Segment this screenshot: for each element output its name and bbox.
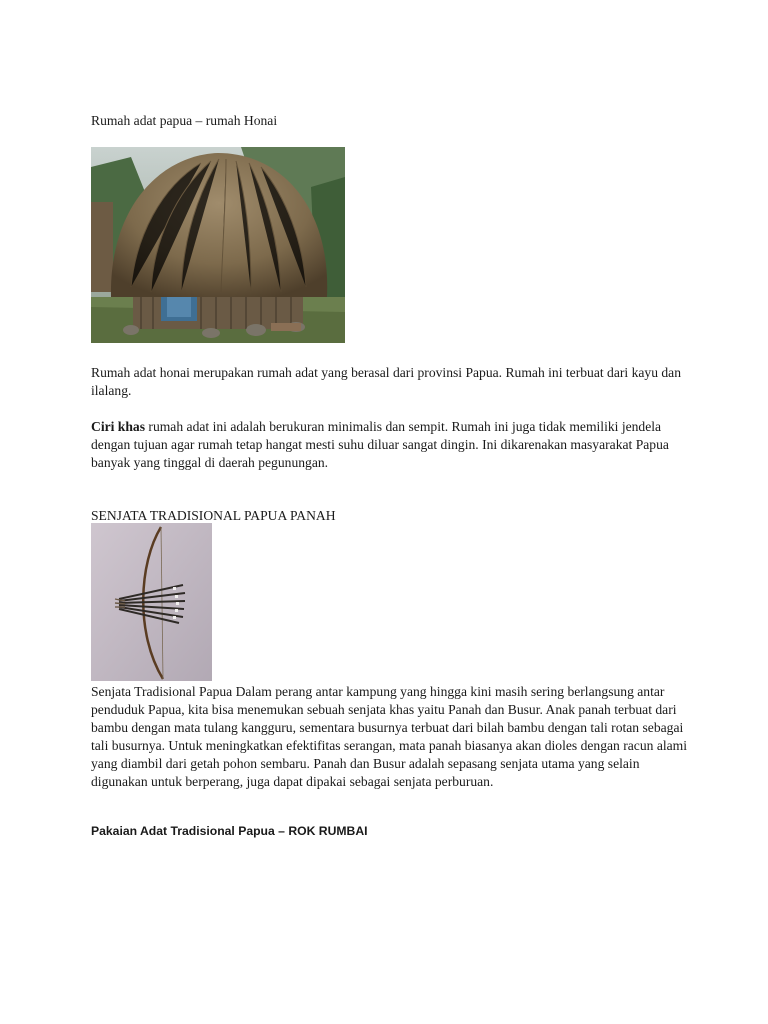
- ciri-khas-text: rumah adat ini adalah berukuran minimalis dan sempit. Rumah ini juga tidak memiliki jendela dengan tujuan agar rumah tetap hangat mesti suhu diluar sangat dingin. Ini dikarenakan masyarakat Papua banyak yang tinggal di daerah pegunungan.: [91, 419, 669, 470]
- honai-house-photo: [91, 147, 345, 343]
- ciri-khas-paragraph: [91, 418, 691, 472]
- senjata-description: Senjata Tradisional Papua Dalam perang antar kampung yang hingga kini masih sering berlangsung antar penduduk Papua, kita bisa menemukan sebuah senjata khas yaitu Panah dan Busur. Anak panah terbuat dari bambu dengan mata tulang kangguru, sementara busurnya terbuat dari bilah bambu dengan tali rotan sebagai tali busurnya. Untuk meningkatkan efektifitas serangan, mata panah biasanya akan dioles dengan racun alami yang diambil dari getah pohon sembaru. Panah dan Busur adalah sepasang senjata utama yang selain digunakan untuk berperang, juga dapat dipakai sebagai senjata perburuan.: [91, 684, 688, 789]
- ciri-khas-label: Ciri khas: [91, 419, 146, 434]
- heading-rumah-honai: Rumah adat papua – rumah Honai: [91, 113, 278, 128]
- honai-house-illustration: [91, 147, 345, 343]
- heading-pakaian-adat: Pakaian Adat Tradisional Papua – ROK RUMBAI: [91, 824, 368, 838]
- heading-senjata-panah: SENJATA TRADISIONAL PAPUA PANAH: [91, 508, 336, 523]
- bow-arrow-photo: [91, 523, 212, 681]
- honai-description: Rumah adat honai merupakan rumah adat yang berasal dari provinsi Papua. Rumah ini terbuat dari kayu dan ilalang.: [91, 365, 682, 398]
- bow-arrow-illustration: [91, 523, 212, 681]
